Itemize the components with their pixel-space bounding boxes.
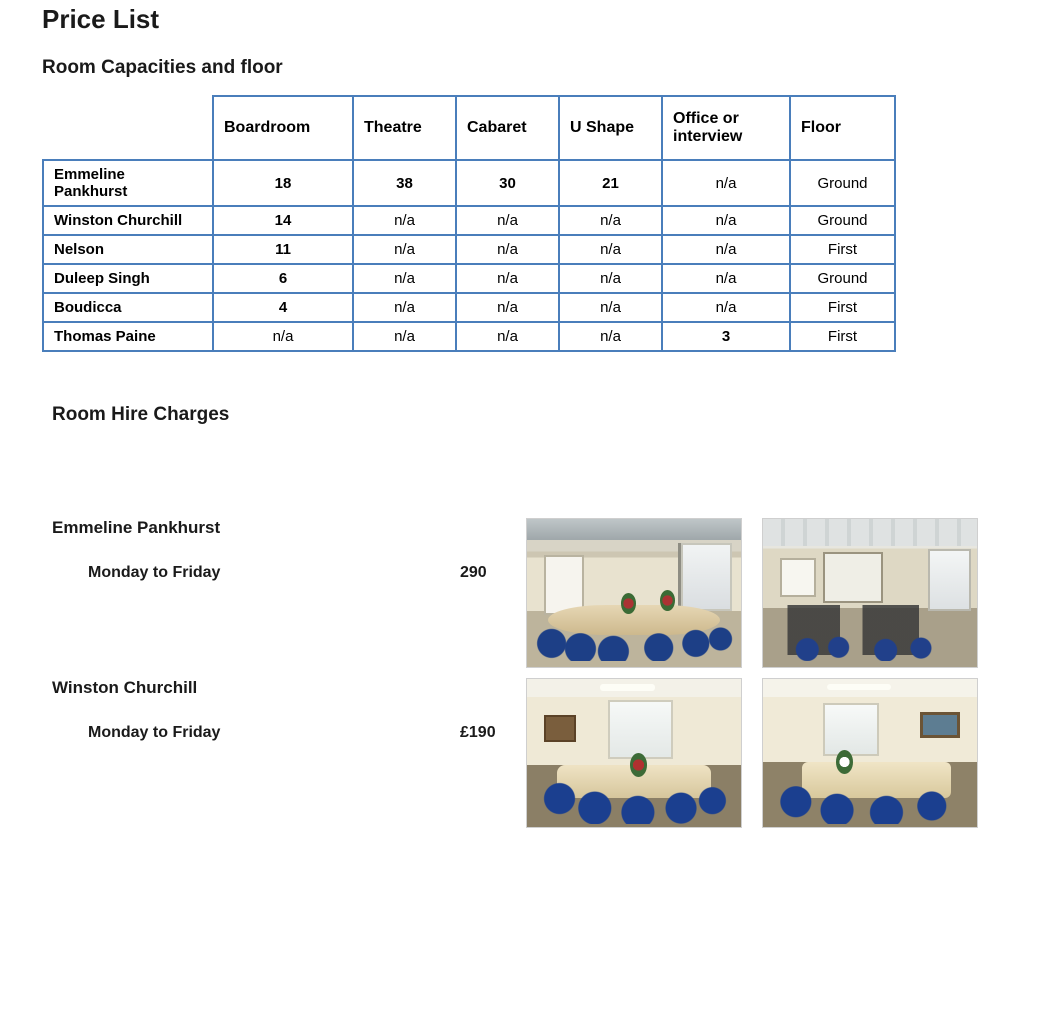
- table-row: [43, 264, 895, 293]
- cell-boardroom: 4: [213, 293, 353, 322]
- emmeline-pankhurst-boardroom-photo: [526, 518, 742, 668]
- cell-ushape: n/a: [559, 235, 662, 264]
- price-list-page: [0, 4, 1058, 746]
- table-row: [43, 206, 895, 235]
- cell-cabaret: n/a: [456, 206, 559, 235]
- cell-cabaret: n/a: [456, 235, 559, 264]
- cell-floor: First: [790, 293, 895, 322]
- charge-block-emmeline-pankhurst: [52, 518, 1058, 586]
- row-header-room-name: Duleep Singh: [43, 264, 213, 293]
- section-heading-charges: Room Hire Charges: [52, 404, 230, 426]
- cell-ushape: n/a: [559, 293, 662, 322]
- row-header-room-name: Nelson: [43, 235, 213, 264]
- table-row: [43, 160, 895, 206]
- wall-picture-detail: [544, 715, 576, 743]
- cell-theatre: n/a: [353, 264, 456, 293]
- cell-floor: First: [790, 235, 895, 264]
- cell-boardroom: 6: [213, 264, 353, 293]
- cell-office: n/a: [662, 264, 790, 293]
- ceiling-detail: [527, 519, 741, 540]
- room-photos: [526, 518, 978, 668]
- column-header-floor: Floor: [790, 96, 895, 160]
- cell-theatre: n/a: [353, 206, 456, 235]
- cell-office: n/a: [662, 293, 790, 322]
- charge-label: Monday to Friday: [88, 724, 221, 742]
- projector-screen-detail: [823, 552, 883, 603]
- cell-ushape: n/a: [559, 264, 662, 293]
- wall-picture-detail: [920, 712, 960, 739]
- cell-floor: Ground: [790, 206, 895, 235]
- column-header-boardroom: Boardroom: [213, 96, 353, 160]
- cell-cabaret: n/a: [456, 293, 559, 322]
- cell-theatre: n/a: [353, 235, 456, 264]
- column-header-ushape: U Shape: [559, 96, 662, 160]
- cell-boardroom: 14: [213, 206, 353, 235]
- ceiling-light-detail: [827, 684, 891, 690]
- table-corner-cell: [43, 96, 213, 160]
- row-header-room-name: Winston Churchill: [43, 206, 213, 235]
- window-detail: [823, 703, 879, 756]
- ceiling-detail: [763, 519, 977, 546]
- page-title: Price List: [42, 4, 160, 34]
- flower-vase-detail: [660, 590, 675, 611]
- flower-vase-detail: [621, 593, 636, 614]
- cell-boardroom: n/a: [213, 322, 353, 351]
- room-photos: [526, 678, 978, 828]
- cell-office: n/a: [662, 160, 790, 206]
- charge-price: 290: [460, 564, 487, 582]
- room-capacities-table-wrap: [42, 95, 1058, 352]
- cell-theatre: 38: [353, 160, 456, 206]
- chairs-detail: [767, 771, 972, 824]
- table-body: [43, 160, 895, 351]
- cell-cabaret: n/a: [456, 264, 559, 293]
- cell-boardroom: 18: [213, 160, 353, 206]
- column-header-cabaret: Cabaret: [456, 96, 559, 160]
- table-header-row: [43, 96, 895, 160]
- row-header-room-name: Thomas Paine: [43, 322, 213, 351]
- column-header-office: Office or interview: [662, 96, 790, 160]
- row-header-room-name: Emmeline Pankhurst: [43, 160, 213, 206]
- window-detail: [928, 549, 971, 611]
- window-detail: [678, 543, 732, 611]
- cell-office: n/a: [662, 235, 790, 264]
- cell-theatre: n/a: [353, 322, 456, 351]
- cell-floor: Ground: [790, 264, 895, 293]
- chairs-detail: [536, 771, 733, 824]
- cell-floor: Ground: [790, 160, 895, 206]
- winston-churchill-room-photo-1: [526, 678, 742, 828]
- cell-office: 3: [662, 322, 790, 351]
- room-capacities-table: [42, 95, 896, 352]
- chairs-detail: [531, 617, 736, 661]
- cell-ushape: n/a: [559, 322, 662, 351]
- room-name: Emmeline Pankhurst: [52, 518, 221, 538]
- cell-ushape: n/a: [559, 206, 662, 235]
- row-header-room-name: Boudicca: [43, 293, 213, 322]
- window-detail: [608, 700, 672, 759]
- charge-label: Monday to Friday: [88, 564, 221, 582]
- cell-theatre: n/a: [353, 293, 456, 322]
- cell-floor: First: [790, 322, 895, 351]
- cell-office: n/a: [662, 206, 790, 235]
- table-row: [43, 293, 895, 322]
- cell-boardroom: 11: [213, 235, 353, 264]
- cell-cabaret: 30: [456, 160, 559, 206]
- table-row: [43, 235, 895, 264]
- chairs-detail: [772, 623, 969, 661]
- cell-cabaret: n/a: [456, 322, 559, 351]
- whiteboard-detail: [780, 558, 816, 598]
- charge-block-winston-churchill: [52, 678, 1058, 746]
- ceiling-light-detail: [600, 684, 656, 691]
- winston-churchill-room-photo-2: [762, 678, 978, 828]
- charge-price: £190: [460, 724, 496, 742]
- room-name: Winston Churchill: [52, 678, 198, 698]
- table-header: [43, 96, 895, 160]
- section-heading-capacities: Room Capacities and floor: [42, 57, 283, 79]
- column-header-theatre: Theatre: [353, 96, 456, 160]
- cell-ushape: 21: [559, 160, 662, 206]
- emmeline-pankhurst-theatre-photo: [762, 518, 978, 668]
- table-row: [43, 322, 895, 351]
